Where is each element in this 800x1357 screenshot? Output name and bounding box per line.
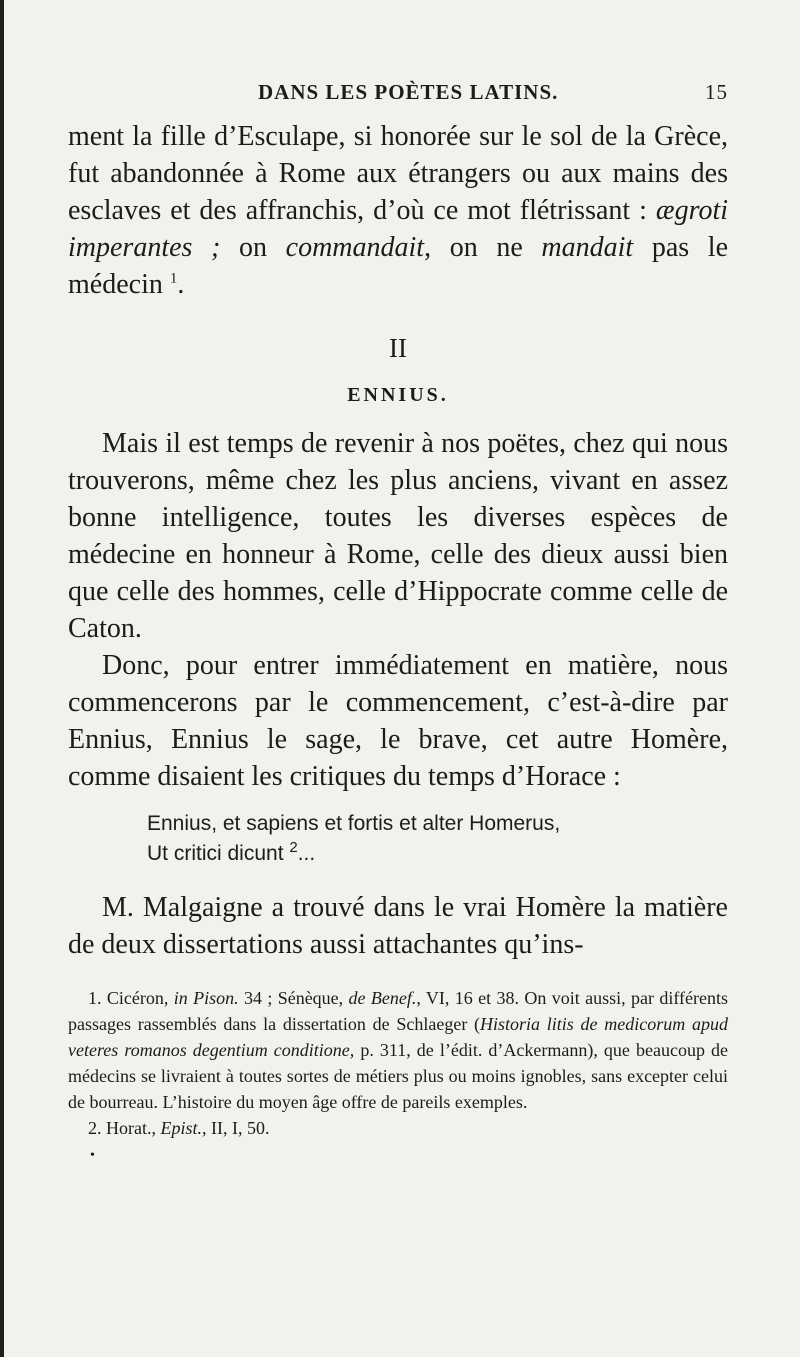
stray-mark: • xyxy=(90,1148,95,1163)
footnote-ref-1: 1 xyxy=(169,270,178,287)
opening-paragraph xyxy=(68,118,728,303)
latin-quotation xyxy=(147,809,728,869)
opening-text-3: , on ne xyxy=(424,232,542,263)
opening-italic-1: ægroti imperantes ; xyxy=(68,195,728,263)
paragraph-1: Mais il est temps de revenir à nos poëtes, chez qui nous trouverons, même chez les plus anciens, vivant en assez bonne intelligence, toutes les diverses espèces de médecine en honneur à Rome, celle des dieux aussi bien que celle des hommes, celle d’Hippocrate comme celle de Caton. xyxy=(68,428,728,644)
opening-text-2: on xyxy=(220,232,286,263)
opening-text-1: ment la fille d’Esculape, si honorée sur le sol de la Grèce, fut abandonnée à Rome aux étrangers ou aux mains des esclaves et des affranchis, d’où ce mot flétrissant : xyxy=(68,121,728,226)
footnote-2 xyxy=(68,1115,728,1141)
section-number: II xyxy=(389,333,407,363)
footnote-2-part-c: , II, I, 50. xyxy=(202,1118,270,1138)
page-number: 15 xyxy=(705,80,728,104)
page-edge xyxy=(0,0,4,1357)
running-title: DANS LES POÈTES LATINS. xyxy=(258,80,559,104)
footnote-1-italic-d: de Benef. xyxy=(348,988,417,1008)
running-header xyxy=(68,80,728,116)
quotation-line-2 xyxy=(147,839,728,869)
footnote-1-part-c: 34 ; Sénèque, xyxy=(238,988,349,1008)
footnote-1-part-e: , VI, 16 et 38. On voit aussi, par différents passages rassemblés dans la dissertation de Schlaeger ( xyxy=(68,988,728,1034)
footnote-ref-2: 2 xyxy=(289,839,298,856)
quotation-line-2-text: Ut critici dicunt xyxy=(147,842,290,865)
footnote-1-italic-b: in Pison. xyxy=(173,988,239,1008)
footnote-1-part-a: 1. Cicéron, xyxy=(88,988,174,1008)
footnotes xyxy=(68,985,728,1169)
footnote-2-italic-b: Epist. xyxy=(160,1118,202,1138)
opening-text-4: pas le médecin xyxy=(68,232,728,300)
opening-text-5: . xyxy=(177,269,185,300)
opening-italic-2: commandait xyxy=(285,232,425,263)
section-title: ENNIUS. xyxy=(347,384,449,406)
footnote-1 xyxy=(68,985,728,1115)
paragraph-2: Donc, pour entrer immédiatement en matière, nous commencerons par le commencement, c’est-à-dire par Ennius, Ennius le sage, le brave, cet autre Homère, comme disaient les critiques du temps d’Horace : xyxy=(68,650,728,792)
footnote-2-part-a: 2. Horat., xyxy=(88,1118,161,1138)
footnote-1-part-g: p. 311, de l’édit. d’Ackermann), que beaucoup de médecins se livraient à toutes sortes de métiers plus ou moins ignobles, sans excepter celui de bourreau. L’histoire du moyen âge offre de pareils exemples. xyxy=(68,1040,728,1112)
book-page xyxy=(68,80,728,1169)
paragraph-3: M. Malgaigne a trouvé dans le vrai Homère la matière de deux dissertations aussi attachantes qu’ins- xyxy=(68,892,728,960)
footnote-1-italic-f: Historia litis de medicorum apud veteres romanos degentium conditione, xyxy=(68,1014,728,1060)
opening-italic-3: mandait xyxy=(541,232,634,263)
quotation-line-1: Ennius, et sapiens et fortis et alter Homerus, xyxy=(147,812,561,835)
quotation-line-2-tail: ... xyxy=(297,842,316,865)
